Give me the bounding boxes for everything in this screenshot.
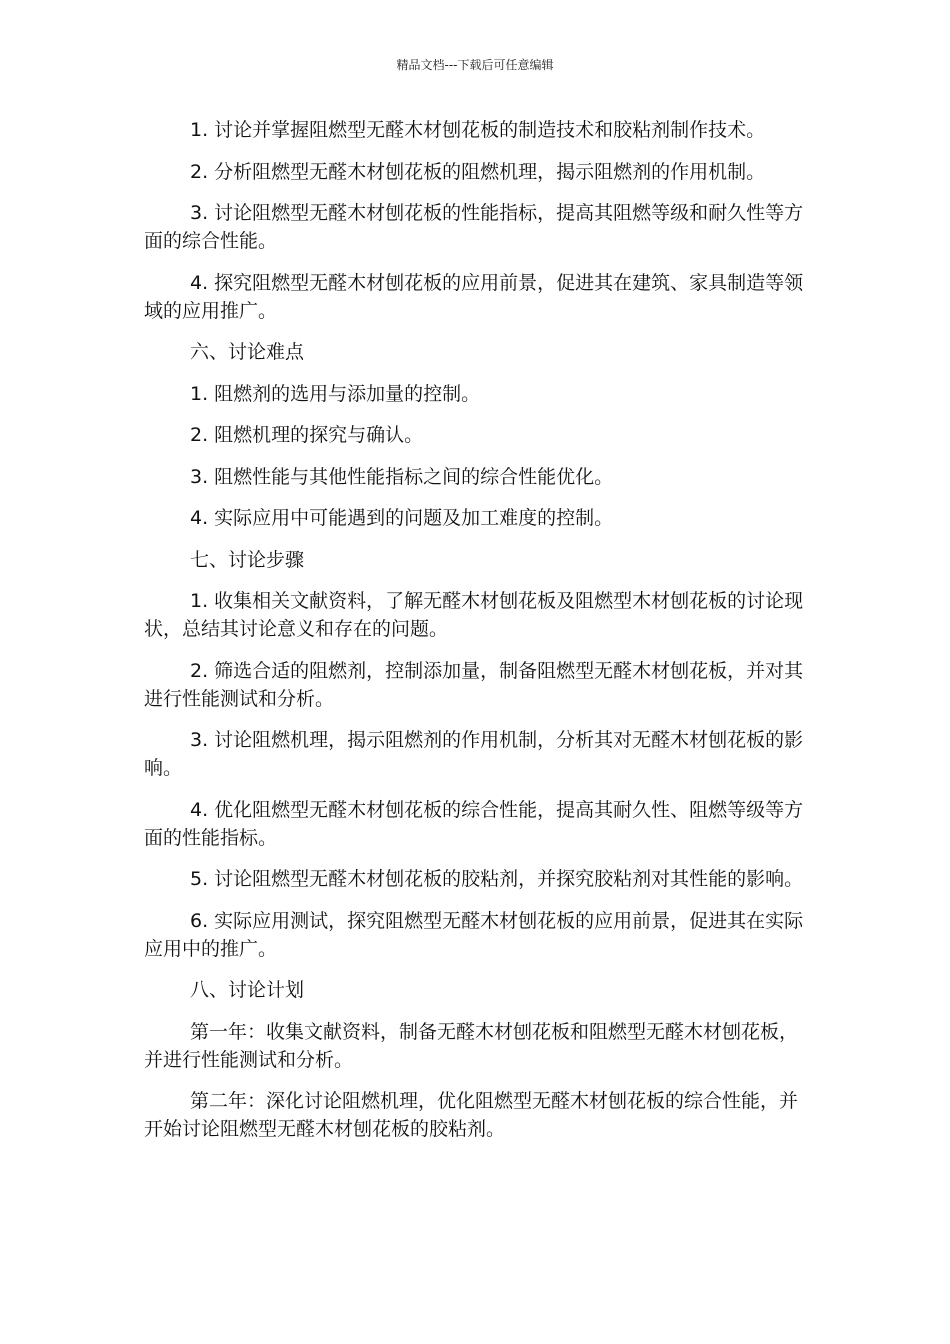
- section-heading-plan: 八、讨论计划: [190, 979, 305, 1001]
- step-item-2: 2. 筛选合适的阻燃剂，控制添加量，制备阻燃型无醛木材刨花板，并对其进行性能测试和分析。: [144, 659, 804, 710]
- step-item-6: 6. 实际应用测试，探究阻燃型无醛木材刨花板的应用前景，促进其在实际应用中的推广。: [144, 909, 804, 960]
- section-heading-steps: 七、讨论步骤: [190, 548, 305, 571]
- plan-item-year-1: 第一年：收集文献资料，制备无醛木材刨花板和阻燃型无醛木材刨花板，并进行性能测试和分析。: [144, 1020, 799, 1071]
- page-header: 精品文档---下载后可任意编辑: [396, 58, 554, 72]
- difficulty-item-1: 1. 阻燃剂的选用与添加量的控制。: [190, 382, 481, 405]
- difficulty-item-4: 4. 实际应用中可能遇到的问题及加工难度的控制。: [190, 507, 614, 529]
- objective-item-2: 2. 分析阻燃型无醛木材刨花板的阻燃机理，揭示阻燃剂的作用机制。: [190, 160, 766, 183]
- objective-item-1: 1. 讨论并掌握阻燃型无醛木材刨花板的制造技术和胶粘剂制作技术。: [190, 119, 766, 141]
- step-item-5: 5. 讨论阻燃型无醛木材刨花板的胶粘剂，并探究胶粘剂对其性能的影响。: [190, 868, 804, 890]
- difficulty-item-3: 3. 阻燃性能与其他性能指标之间的综合性能优化。: [190, 465, 614, 488]
- step-item-4: 4. 优化阻燃型无醛木材刨花板的综合性能，提高其耐久性、阻燃等级等方面的性能指标。: [144, 798, 804, 849]
- document-body: [144, 116, 806, 1157]
- difficulty-item-2: 2. 阻燃机理的探究与确认。: [190, 424, 424, 446]
- step-item-3: 3. 讨论阻燃机理，揭示阻燃剂的作用机制，分析其对无醛木材刨花板的影响。: [144, 729, 804, 779]
- section-heading-difficulties: 六、讨论难点: [190, 341, 305, 363]
- objective-item-4: 4. 探究阻燃型无醛木材刨花板的应用前景，促进其在建筑、家具制造等领域的应用推广。: [144, 271, 804, 322]
- step-item-1: 1. 收集相关文献资料，了解无醛木材刨花板及阻燃型木材刨花板的讨论现状，总结其讨论意义和存在的问题。: [144, 590, 804, 640]
- plan-item-year-2: 第二年：深化讨论阻燃机理，优化阻燃型无醛木材刨花板的综合性能，并开始讨论阻燃型无醛木材刨花板的胶粘剂。: [144, 1090, 799, 1140]
- objective-item-3: 3. 讨论阻燃型无醛木材刨花板的性能指标，提高其阻燃等级和耐久性等方面的综合性能。: [144, 202, 804, 252]
